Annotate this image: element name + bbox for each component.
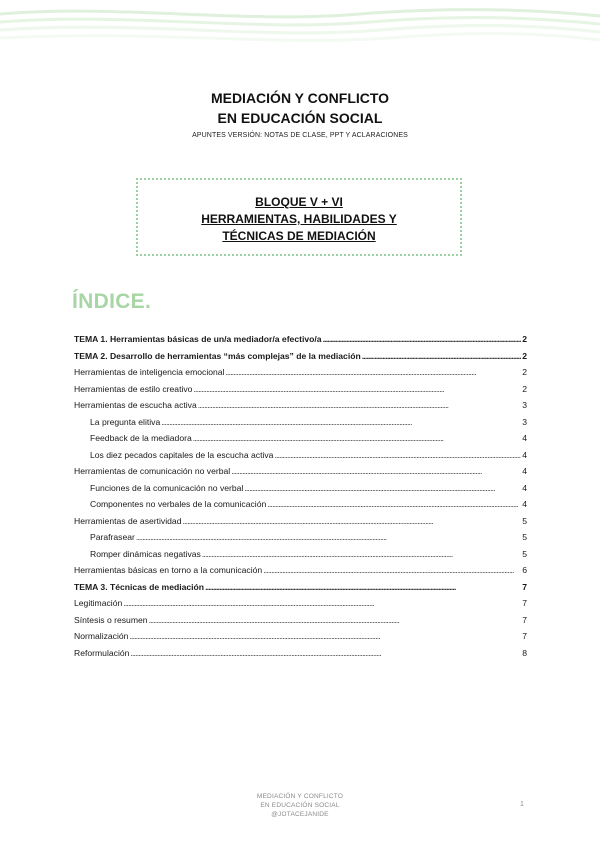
toc-entry[interactable]: Herramientas de estilo creativo . . . 2 — [74, 381, 527, 398]
toc-entry[interactable]: Legitimación . . . 7 — [74, 595, 527, 612]
document-title-line-2: EN EDUCACIÓN SOCIAL — [217, 110, 383, 126]
table-of-contents — [74, 331, 527, 661]
header-wave-decoration — [0, 0, 600, 60]
page-footer — [0, 792, 600, 819]
toc-entry-tema-1[interactable]: TEMA 1. Herramientas básicas de un/a mediador/a efectivo/a . . . 2 — [74, 331, 527, 348]
toc-entry[interactable]: Herramientas de asertividad . . . 5 — [74, 513, 527, 530]
footer-line-2: EN EDUCACIÓN SOCIAL — [260, 802, 340, 809]
block-heading-line-1: BLOQUE V + VI — [255, 195, 343, 209]
toc-subentry[interactable]: Feedback de la mediadora . . . 4 — [74, 430, 527, 447]
page-number: 1 — [520, 801, 524, 808]
toc-entry[interactable]: Herramientas de comunicación no verbal . . . 4 — [74, 463, 527, 480]
toc-subentry[interactable]: Los diez pecados capitales de la escucha activa . . . 4 — [74, 447, 527, 464]
toc-subentry[interactable]: Parafrasear . . . 5 — [74, 529, 527, 546]
index-title: ÍNDICE. — [72, 290, 152, 313]
toc-subentry[interactable]: La pregunta elitiva . . . 3 — [74, 414, 527, 431]
document-subtitle: APUNTES VERSIÓN: NOTAS DE CLASE, PPT Y ACLARACIONES — [192, 132, 408, 139]
toc-entry[interactable]: Síntesis o resumen . . . 7 — [74, 612, 527, 629]
toc-entry-tema-2[interactable]: TEMA 2. Desarrollo de herramientas “más complejas” de la mediación . . . 2 — [74, 348, 527, 365]
toc-entry[interactable]: Normalización . . . 7 — [74, 628, 527, 645]
block-heading-line-3: TÉCNICAS DE MEDIACIÓN — [222, 229, 376, 243]
document-title-line-1: MEDIACIÓN Y CONFLICTO — [210, 90, 390, 106]
footer-author: @JOTACEJANIDE — [271, 811, 329, 818]
toc-entry-tema-3[interactable]: TEMA 3. Técnicas de mediación . . . 7 — [74, 579, 527, 596]
toc-entry[interactable]: Herramientas básicas en torno a la comunicación . . . 6 — [74, 562, 527, 579]
document-title-block — [0, 88, 600, 139]
toc-entry[interactable]: Herramientas de inteligencia emocional . . . 2 — [74, 364, 527, 381]
toc-subentry[interactable]: Romper dinámicas negativas . . . 5 — [74, 546, 527, 563]
toc-subentry[interactable]: Funciones de la comunicación no verbal . . . 4 — [74, 480, 527, 497]
block-heading-box — [136, 178, 462, 256]
block-heading-line-2: HERRAMIENTAS, HABILIDADES Y — [201, 212, 397, 226]
toc-entry[interactable]: Reformulación . . . 8 — [74, 645, 527, 662]
toc-subentry[interactable]: Componentes no verbales de la comunicación . . . 4 — [74, 496, 527, 513]
footer-line-1: MEDIACIÓN Y CONFLICTO — [256, 793, 344, 800]
toc-entry[interactable]: Herramientas de escucha activa . . . 3 — [74, 397, 527, 414]
